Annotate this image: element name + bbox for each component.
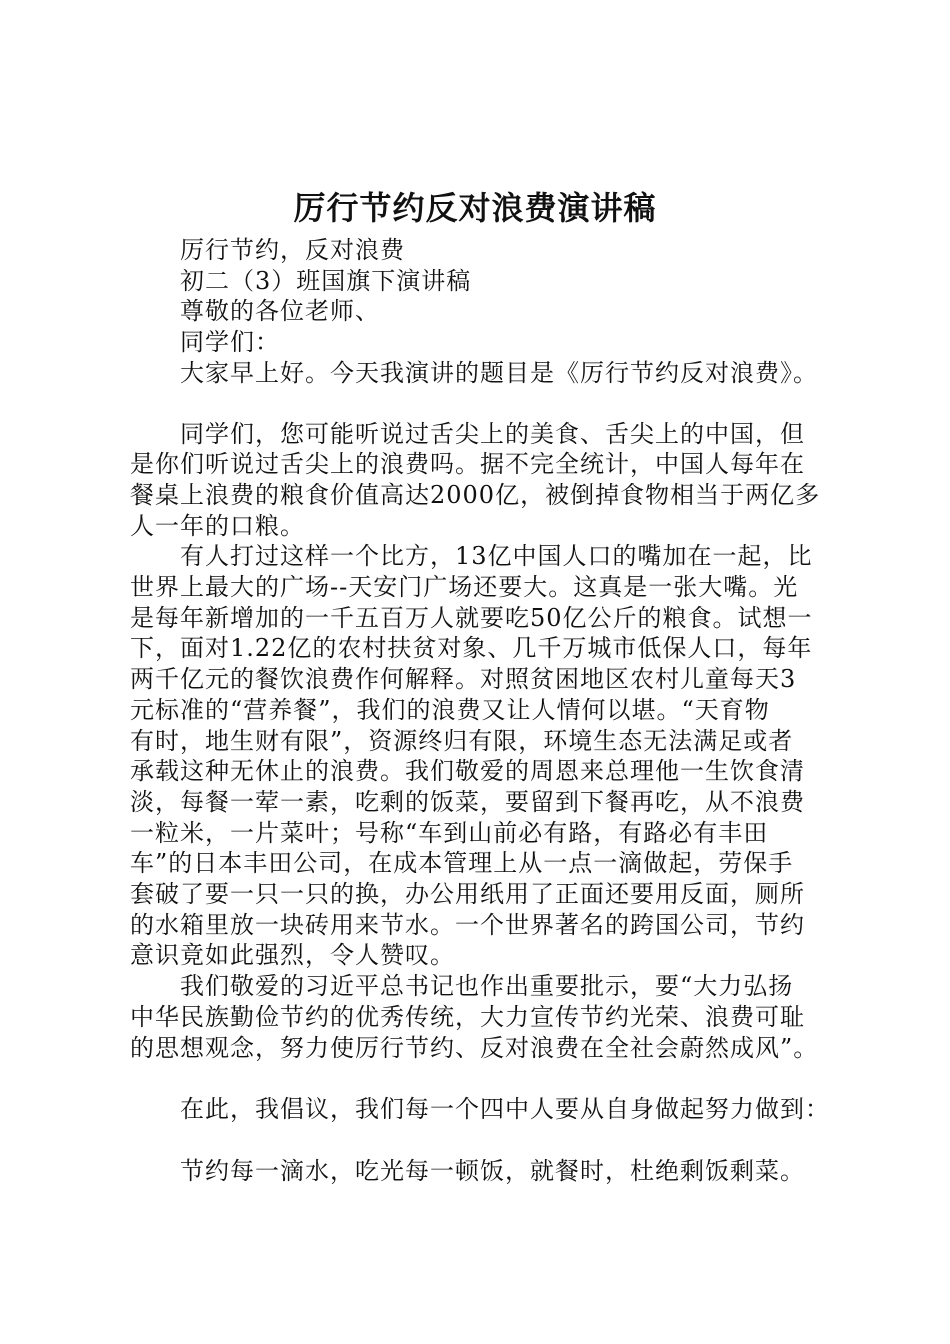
paragraph-line: 承载这种无休止的浪费。我们敬爱的周恩来总理他一生饮食清 bbox=[130, 757, 805, 786]
paragraph-3 bbox=[130, 971, 830, 1063]
header-line: 厉行节约，反对浪费 bbox=[180, 236, 405, 264]
paragraph-line: 意识竟如此强烈，令人赞叹。 bbox=[130, 941, 455, 970]
paragraph-line: 是你们听说过舌尖上的浪费吗。据不完全统计，中国人每年在 bbox=[130, 450, 805, 479]
paragraph-line: 淡，每餐一荤一素，吃剩的饭菜，要留到下餐再吃，从不浪费 bbox=[130, 787, 805, 816]
paragraph-line: 车”的日本丰田公司，在成本管理上从一点一滴做起，劳保手 bbox=[130, 849, 794, 878]
paragraph-line: 同学们，您可能听说过舌尖上的美食、舌尖上的中国，但 bbox=[180, 419, 805, 448]
paragraph-line: 两千亿元的餐饮浪费作何解释。对照贫困地区农村儿童每天3 bbox=[130, 665, 797, 694]
paragraph-line: 人一年的口粮。 bbox=[130, 511, 305, 540]
paragraph-gap bbox=[130, 389, 830, 419]
header-line: 大家早上好。今天我演讲的题目是《厉行节约反对浪费》。 bbox=[180, 358, 818, 387]
paragraph-line: 套破了要一只一只的换，办公用纸用了正面还要用反面，厕所 bbox=[130, 880, 805, 909]
header-line: 尊敬的各位老师、 bbox=[180, 297, 380, 326]
paragraph-line: 是每年新增加的一千五百万人就要吃50亿公斤的粮食。试想一 bbox=[130, 603, 813, 632]
paragraph-line: 元标准的“营养餐”，我们的浪费又让人情何以堪。“天育物 bbox=[130, 695, 770, 724]
paragraph-line: 餐桌上浪费的粮食价值高达2000亿，被倒掉食物相当于两亿多 bbox=[130, 480, 821, 509]
header-line: 同学们： bbox=[180, 328, 280, 357]
paragraph-line: 我们敬爱的习近平总书记也作出重要批示，要“大力弘扬 bbox=[180, 972, 794, 1001]
paragraph-line: 的思想观念，努力使厉行节约、反对浪费在全社会蔚然成风”。 bbox=[130, 1033, 819, 1062]
paragraph-1 bbox=[130, 419, 830, 542]
paragraph-line: 中华民族勤俭节约的优秀传统，大力宣传节约光荣、浪费可耻 bbox=[130, 1002, 805, 1031]
paragraph-line: 一粒米，一片菜叶；号称“车到山前必有路，有路必有丰田 bbox=[130, 818, 769, 847]
paragraph-line: 有人打过这样一个比方，13亿中国人口的嘴加在一起，比 bbox=[180, 542, 813, 571]
paragraph-line: 有时，地生财有限”，资源终归有限，环境生态无法满足或者 bbox=[130, 726, 794, 755]
paragraph-gap bbox=[130, 1063, 830, 1094]
document-title: 厉行节约反对浪费演讲稿 bbox=[293, 189, 657, 227]
paragraph-line: 的水箱里放一块砖用来节水。一个世界著名的跨国公司，节约 bbox=[130, 910, 805, 939]
paragraph-4: 在此，我倡议，我们每一个四中人要从自身做起努力做到： bbox=[180, 1095, 830, 1124]
paragraph-gap bbox=[130, 1125, 830, 1156]
paragraph-5: 节约每一滴水，吃光每一顿饭，就餐时，杜绝剩饭剩菜。 bbox=[180, 1156, 805, 1185]
document-body bbox=[130, 235, 830, 1187]
paragraph-line: 世界上最大的广场--天安门广场还要大。这真是一张大嘴。光 bbox=[130, 573, 799, 602]
paragraph-line: 下，面对1.22亿的农村扶贫对象、几千万城市低保人口，每年 bbox=[130, 634, 813, 663]
header-line: 初二（3）班国旗下演讲稿 bbox=[180, 266, 472, 295]
paragraph-2 bbox=[130, 541, 830, 971]
